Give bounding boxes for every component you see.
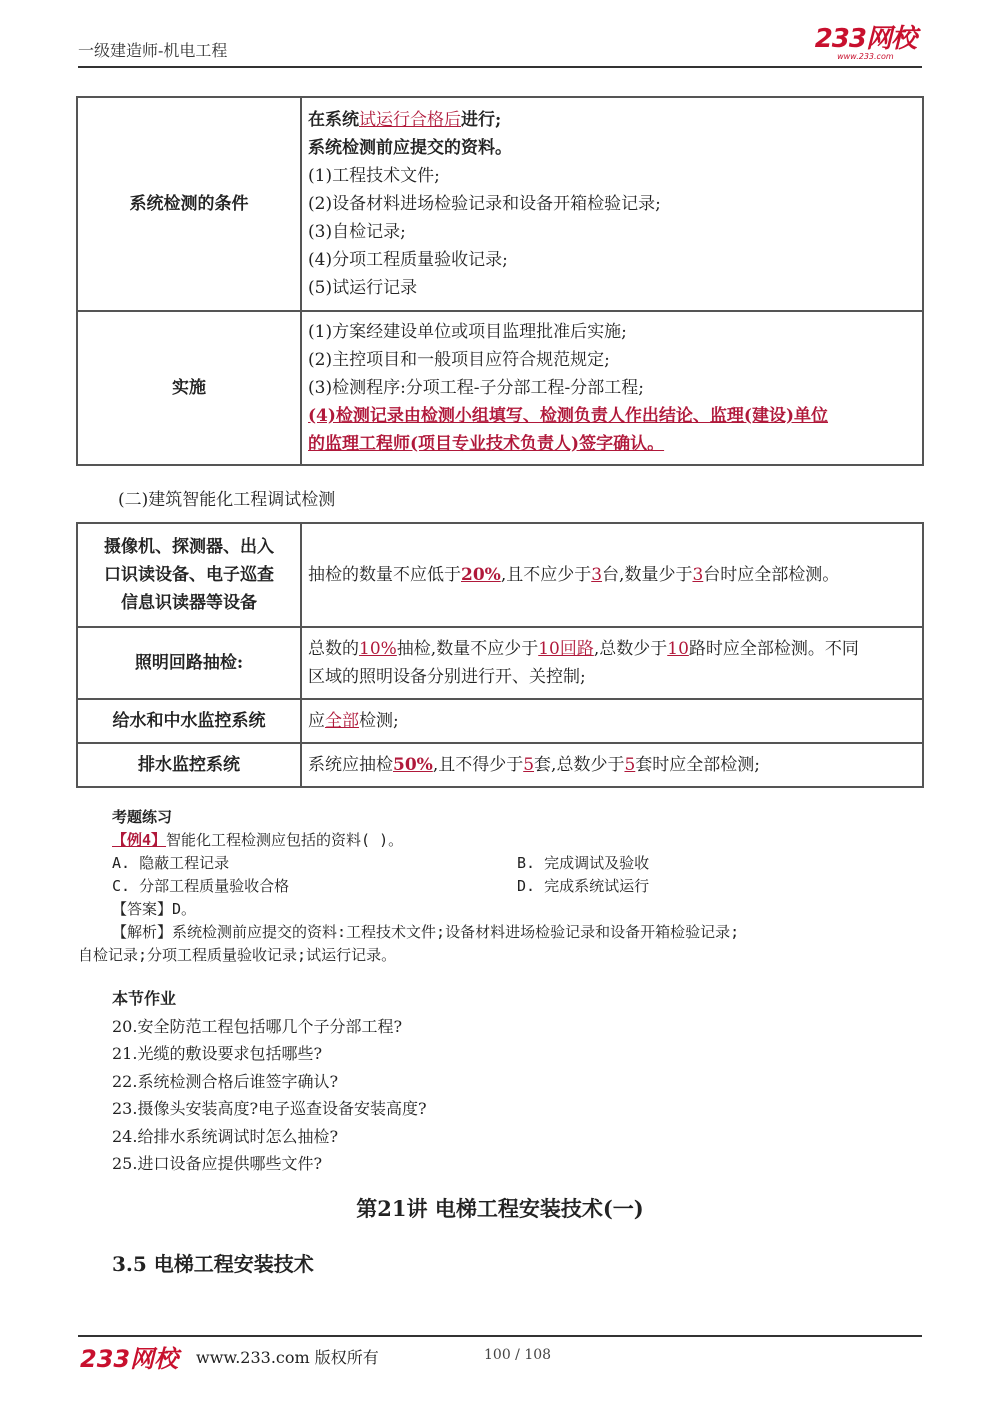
- homework-heading: 本节作业: [112, 989, 177, 1008]
- highlighted-text: 进行;: [461, 110, 502, 130]
- highlighted-text: 3: [591, 565, 603, 585]
- analysis-line-continued: 自检记录;分项工程质量验收记录;试运行记录。: [78, 946, 397, 964]
- highlighted-text: 10: [667, 639, 689, 659]
- highlighted-text: 5: [523, 755, 535, 775]
- cell-text-line: [308, 106, 916, 134]
- table-cell-content: [301, 97, 923, 311]
- text-run: 检测;: [359, 711, 399, 731]
- cell-text-line: [308, 346, 916, 374]
- text-run: 抽检的数量不应低于: [308, 565, 461, 585]
- highlighted-text: 系统检测前应提交的资料。: [308, 138, 512, 158]
- cell-text-line: [308, 430, 916, 458]
- text-run: 应: [308, 711, 325, 731]
- detection-conditions-table: [76, 96, 924, 466]
- highlighted-text: 50%: [393, 755, 433, 775]
- highlighted-text: 的监理工程师(项目专业技术负责人)签字确认。: [308, 434, 665, 454]
- page-number: 100 / 108: [484, 1347, 552, 1363]
- text-run: (1)工程技术文件;: [308, 166, 440, 186]
- text-run: 抽检,数量不应少于: [396, 639, 539, 659]
- table-cell-label: 给水和中水监控系统: [77, 699, 301, 743]
- highlighted-text: 全部: [325, 711, 359, 731]
- homework-item: 23.摄像头安装高度?电子巡查设备安装高度?: [112, 1099, 427, 1118]
- exercise-question: 【例4】智能化工程检测应包括的资料( )。: [112, 831, 404, 849]
- text-run: ,且不应少于: [500, 565, 592, 585]
- text-run: (2)设备材料进场检验记录和设备开箱检验记录;: [308, 194, 661, 214]
- cell-text-line: [308, 318, 916, 346]
- text-run: (4)分项工程质量验收记录;: [308, 250, 508, 270]
- text-run: 总数的: [308, 639, 359, 659]
- table-row: [77, 627, 923, 699]
- homework-item: 22.系统检测合格后谁签字确认?: [112, 1071, 339, 1091]
- brand-logo-text: 233网校: [814, 24, 916, 54]
- table-cell-content: [301, 523, 923, 627]
- cell-text-line: [308, 663, 916, 691]
- homework-item: 24.给排水系统调试时怎么抽检?: [112, 1126, 339, 1146]
- chapter-title: 第21讲 电梯工程安装技术(一): [356, 1196, 644, 1221]
- footer-copyright: www.233.com 版权所有: [196, 1348, 379, 1367]
- table-cell-content: [301, 627, 923, 699]
- footer-divider: [78, 1335, 922, 1337]
- text-run: ,总数少于: [593, 639, 668, 659]
- table-row: [77, 523, 923, 627]
- table-cell-content: [301, 699, 923, 743]
- highlighted-text: 20%: [461, 565, 501, 585]
- highlighted-text: 在系统: [308, 110, 359, 130]
- table-cell-label: 系统检测的条件: [77, 97, 301, 311]
- homework-item: 21.光缆的敷设要求包括哪些?: [112, 1044, 323, 1063]
- text-run: 路时应全部检测。不同: [688, 639, 859, 659]
- text-run: 台,数量少于: [602, 565, 693, 585]
- text-run: (1)方案经建设单位或项目监理批准后实施;: [308, 322, 627, 342]
- highlighted-text: 10%: [359, 639, 397, 659]
- text-run: ,且不得少于: [432, 755, 524, 775]
- text-run: 台时应全部检测。: [703, 565, 840, 585]
- cell-text-line: [308, 707, 916, 735]
- example-tag: 【例4】: [112, 831, 167, 849]
- option-c: C. 分部工程质量验收合格: [112, 877, 290, 895]
- cell-text-line: [308, 374, 916, 402]
- header-divider: [78, 66, 922, 68]
- table-cell-content: [301, 311, 923, 465]
- text-run: 区域的照明设备分别进行开、关控制;: [308, 667, 586, 687]
- subsection-title: 3.5 电梯工程安装技术: [112, 1252, 314, 1276]
- table-cell-label: 照明回路抽检:: [77, 627, 301, 699]
- cell-text-line: [308, 635, 916, 663]
- highlighted-text: (4)检测记录由检测小组填写、检测负责人作出结论、监理(建设)单位: [308, 406, 829, 426]
- cell-text-line: [308, 246, 916, 274]
- highlighted-text: 10回路: [538, 639, 594, 659]
- cell-text-line: [308, 190, 916, 218]
- section-heading: (二)建筑智能化工程调试检测: [118, 490, 336, 510]
- option-b: B. 完成调试及验收: [517, 854, 650, 872]
- option-a: A. 隐蔽工程记录: [112, 854, 230, 872]
- text-run: (3)检测程序:分项工程-子分部工程-分部工程;: [308, 378, 645, 398]
- text-run: 套时应全部检测;: [635, 755, 761, 775]
- option-d: D. 完成系统试运行: [517, 877, 650, 895]
- cell-text-line: [308, 751, 916, 779]
- highlighted-text: 3: [692, 565, 704, 585]
- answer-line: 【答案】D。: [112, 900, 197, 918]
- table-cell-label: 实施: [77, 311, 301, 465]
- table-row: [77, 97, 923, 311]
- option-row: [78, 875, 928, 898]
- text-run: 套,总数少于: [534, 755, 625, 775]
- cell-text-line: [308, 162, 916, 190]
- homework-item: 25.进口设备应提供哪些文件?: [112, 1154, 323, 1173]
- cell-text-line: [308, 218, 916, 246]
- highlighted-text: 5: [624, 755, 636, 775]
- text-run: 系统应抽检: [308, 755, 393, 775]
- table-row: [77, 743, 923, 787]
- highlighted-text: 试运行合格后: [359, 110, 461, 130]
- cell-text-line: [308, 402, 916, 430]
- footer-logo[interactable]: 233网校: [80, 1345, 179, 1373]
- exercise-block: [78, 806, 928, 967]
- cell-text-line: [308, 561, 916, 589]
- cell-text-line: [308, 274, 916, 302]
- smart-building-testing-table: [76, 522, 924, 788]
- text-run: (3)自检记录;: [308, 222, 406, 242]
- cell-text-line: [308, 134, 916, 162]
- table-row: [77, 311, 923, 465]
- option-row: [78, 852, 928, 875]
- exercise-heading: 考题练习: [112, 808, 173, 826]
- table-row: [77, 699, 923, 743]
- table-cell-content: [301, 743, 923, 787]
- text-run: (5)试运行记录: [308, 278, 418, 298]
- brand-logo-site: www.233.com: [837, 52, 894, 61]
- document-header-title: 一级建造师-机电工程: [78, 41, 228, 60]
- table-cell-label: 排水监控系统: [77, 743, 301, 787]
- homework-block: [112, 985, 427, 1178]
- homework-item: 20.安全防范工程包括哪几个子分部工程?: [112, 1016, 403, 1036]
- brand-logo[interactable]: [815, 26, 916, 61]
- table-cell-label: 摄像机、探测器、出入 口识读设备、电子巡查 信息识读器等设备: [77, 523, 301, 627]
- analysis-line: 【解析】系统检测前应提交的资料:工程技术文件;设备材料进场检验记录和设备开箱检验记录;: [112, 923, 740, 941]
- text-run: (2)主控项目和一般项目应符合规范规定;: [308, 350, 610, 370]
